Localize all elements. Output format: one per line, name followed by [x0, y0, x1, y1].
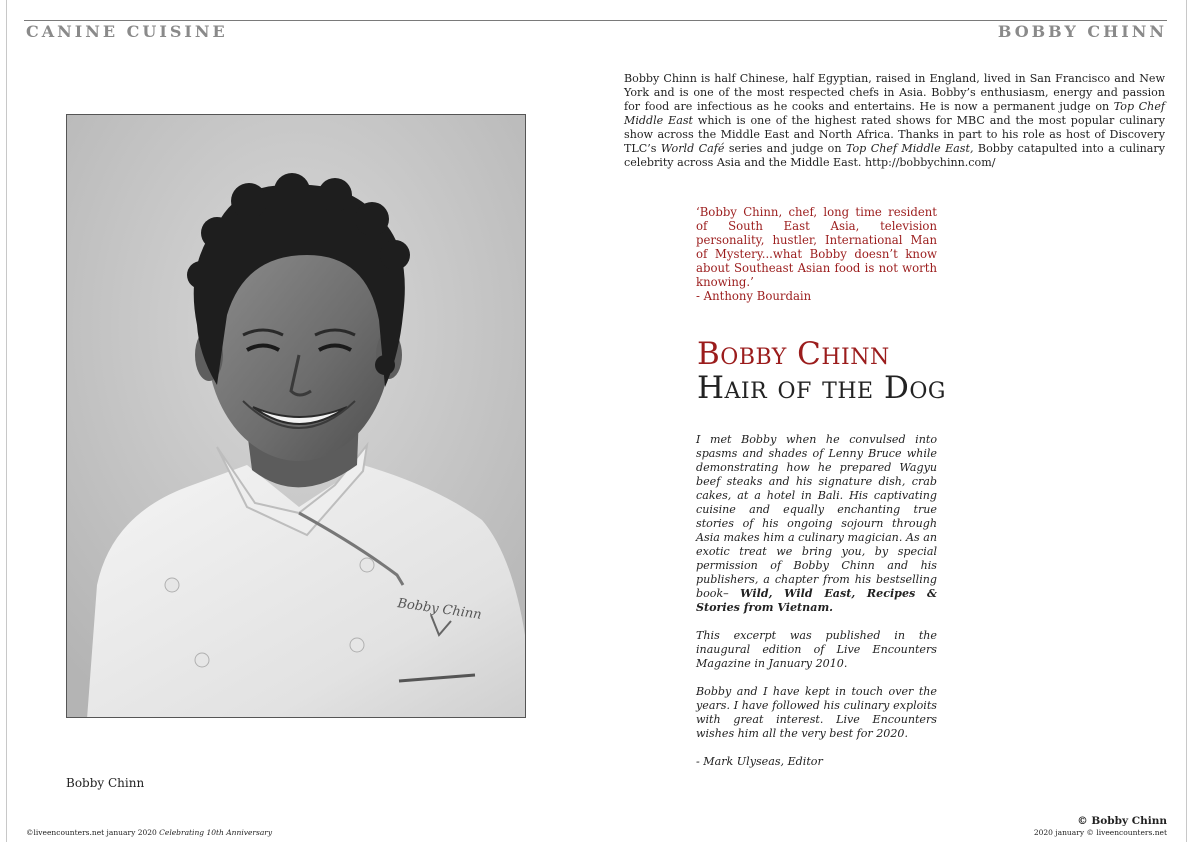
editor-paragraph-2: This excerpt was published in the inaugural edition of Live Encounters Magazine in January 2010.	[696, 629, 937, 670]
editor-introduction	[696, 433, 937, 783]
photo-copyright: © Bobby Chinn	[1077, 815, 1167, 827]
chef-portrait-photo	[66, 114, 526, 718]
intro-show-1: Top Chef Middle East	[624, 100, 1165, 127]
footer-left-text: ©liveencounters.net january 2020	[26, 828, 160, 837]
intro-paragraph	[624, 72, 1165, 170]
intro-text-2: which is one of the highest rated shows for MBC and the most popular culinary show across the Middle East and North Africa. Thanks in part to his role as host of Discovery TLC’s	[624, 114, 1165, 155]
article-title-subtitle: Hair of the Dog	[697, 370, 946, 406]
article-title-name: Bobby Chinn	[697, 336, 890, 372]
header-rule	[24, 20, 1167, 21]
footer-right: 2020 january © liveencounters.net	[1033, 828, 1167, 837]
pull-quote: ‘Bobby Chinn, chef, long time resident of South East Asia, television personality, hustler, International Man of Mystery...what Bobby doesn’t know about Southeast Asian food is not worth knowing.’	[696, 205, 937, 289]
footer-left	[26, 828, 272, 837]
book-title: Wild, Wild East, Recipes & Stories from Vietnam.	[696, 587, 937, 614]
editor-paragraph-1-text: I met Bobby when he convulsed into spasms and shades of Lenny Bruce while demonstrating how he prepared Wagyu beef steaks and his signature dish, crab cakes, at a hotel in Bali. His captivating cuisine and equally enchanting true stories of his ongoing sojourn through Asia makes him a culinary magician. As an exotic treat we bring you, by special permission of Bobby Chinn and his publishers, a chapter from his bestselling book–	[696, 433, 937, 600]
intro-show-2: World Café	[660, 142, 725, 155]
editor-paragraph-3: Bobby and I have kept in touch over the years. I have followed his culinary exploits with great interest. Live Encounters wishes him all the very best for 2020.	[696, 685, 937, 740]
portrait-illustration	[67, 115, 526, 718]
author-header: BOBBY CHINN	[997, 22, 1167, 41]
photo-caption: Bobby Chinn	[66, 776, 145, 790]
intro-show-3: Top Chef Middle East,	[845, 142, 974, 155]
intro-text-4: Bobby catapulted into a culinary celebrity across Asia and the Middle East. http://bobbychinn.com/	[624, 142, 1165, 169]
footer-anniversary: Celebrating 10th Anniversary	[159, 828, 273, 837]
intro-text-1: Bobby Chinn is half Chinese, half Egyptian, raised in England, lived in San Francisco and New York and is one of the most respected chefs in Asia. Bobby’s enthusiasm, energy and passion for food are infectious as he cooks and entertains. He is now a permanent judge on	[624, 72, 1165, 113]
section-title: CANINE CUISINE	[26, 22, 228, 41]
quote-attribution: - Anthony Bourdain	[696, 289, 812, 303]
editor-paragraph-1	[696, 433, 937, 615]
coat-embroidery: Bobby Chinn	[396, 596, 483, 623]
intro-text-3: series and judge on	[724, 142, 846, 155]
editor-signature: - Mark Ulyseas, Editor	[696, 755, 823, 768]
